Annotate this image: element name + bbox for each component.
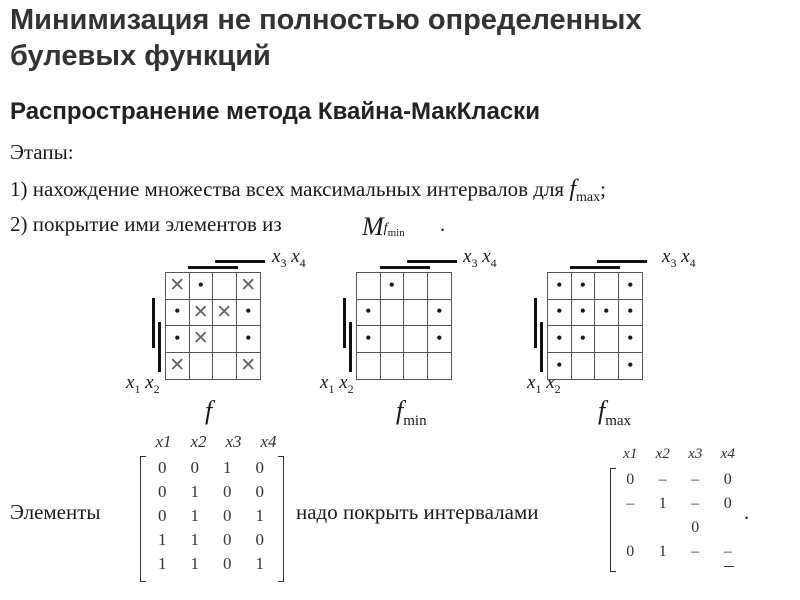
kmap-cell <box>357 273 381 300</box>
kmap-cell: • <box>619 273 643 300</box>
kmap-3-top-vars: $x_3$ $x_4$ <box>662 246 696 270</box>
matrix-cell: 1 <box>223 458 232 477</box>
step-1-text: 1) нахождение множества всех максимальных интервалов для <box>10 177 565 201</box>
kmap-cell <box>381 300 405 327</box>
kmap-cell: ✕ <box>190 326 214 353</box>
kmap-cell <box>428 273 452 300</box>
matrix-cell: 0 <box>626 543 635 560</box>
matrix-cell: 1 <box>158 554 167 573</box>
matrix-2-headers: x1 x2 x3 x4 <box>623 446 735 462</box>
matrix-cell <box>647 516 680 540</box>
step-1-f: f <box>569 176 577 202</box>
title-line-2: булевых функций <box>10 40 271 72</box>
matrix-cell: 0 <box>223 506 232 525</box>
kmap-cell <box>404 353 428 380</box>
subtitle: Распространение метода Квайна-МакКласки <box>10 98 540 125</box>
kmap-cell: • <box>381 273 405 300</box>
kmap-cell: ✕ <box>237 273 261 300</box>
bar-x2 <box>540 322 543 372</box>
kmap-cell <box>595 326 619 353</box>
matrix-2-underline <box>724 566 734 567</box>
step-2-text: 2) покрытие ими элементов из <box>10 212 282 236</box>
kmap-1-side-vars: $x_1$ $x_2$ <box>126 372 160 396</box>
matrix-cell: – <box>691 471 700 488</box>
matrix-cell: 1 <box>190 482 199 501</box>
step-2-f: f <box>383 221 388 236</box>
step-2-sub: min <box>387 226 405 239</box>
kmap-cell <box>404 300 428 327</box>
kmap-cell: ✕ <box>190 300 214 327</box>
bar-x3 <box>570 266 620 269</box>
kmap-3-label: $f_{max}$ <box>598 396 632 430</box>
bar-x1 <box>152 298 155 348</box>
kmap-cell: • <box>627 356 634 374</box>
kmap-cell: • <box>428 300 452 327</box>
bar-x1 <box>343 298 346 348</box>
matrix-cell: 0 <box>158 482 167 501</box>
matrix-cell: – <box>691 543 700 560</box>
matrix-cell: 1 <box>255 554 264 573</box>
kmap-2-top-vars: $x_3$ $x_4$ <box>463 246 497 270</box>
kmap-cell <box>572 353 596 380</box>
title-line-1: Минимизация не полностью определенных <box>10 4 642 36</box>
kmap-cell: • <box>357 326 381 353</box>
matrix-cell: 0 <box>158 506 167 525</box>
matrix-cell: – <box>723 543 732 560</box>
slide-title <box>10 2 642 74</box>
bar-x3 <box>380 266 430 269</box>
kmap-cell <box>404 326 428 353</box>
kmap-3-side-vars: $x_1$ $x_2$ <box>527 372 561 396</box>
matrix-cell: 1 <box>190 506 199 525</box>
matrix-1-body <box>146 456 276 576</box>
matrix-1-bracket-right <box>278 456 284 582</box>
matrix-cell: 1 <box>658 495 667 512</box>
kmap-cell: • <box>548 353 572 380</box>
matrix-cell: 0 <box>158 458 167 477</box>
matrix-cell: 0 <box>255 458 264 477</box>
stages-label: Этапы: <box>10 140 74 164</box>
kmap-cell <box>381 326 405 353</box>
matrix-cell: 0 <box>255 482 264 501</box>
step-1 <box>10 176 606 206</box>
kmap-cell: • <box>166 326 190 353</box>
matrix-cell: 0 <box>223 482 232 501</box>
matrix-cell: 0 <box>223 554 232 573</box>
bar-x4 <box>597 260 647 263</box>
kmap-cell: • <box>548 300 572 327</box>
kmap-cell: • <box>619 326 643 353</box>
cover-label: надо покрыть интервалами <box>296 500 539 524</box>
matrix-cell: 1 <box>658 543 667 560</box>
matrix-cell: – <box>691 495 700 512</box>
bar-x2 <box>349 322 352 372</box>
bar-x2 <box>158 322 161 372</box>
kmap-cell: • <box>572 300 596 327</box>
matrix-2-body <box>614 468 744 564</box>
step-2-formula <box>362 212 405 242</box>
bar-x3 <box>188 266 238 269</box>
step-2 <box>10 212 282 237</box>
kmap-2-label: $f_{min}$ <box>396 396 427 430</box>
matrix-cell: 1 <box>190 554 199 573</box>
kmap-cell: • <box>428 326 452 353</box>
bar-x4 <box>407 260 457 263</box>
matrix-cell: 1 <box>158 530 167 549</box>
kmap-cell: • <box>237 300 261 327</box>
matrix-cell: 0 <box>255 530 264 549</box>
kmap-1-top-vars: $x_3$ $x_4$ <box>272 246 306 270</box>
kmap-2-side-vars: $x_1$ $x_2$ <box>320 372 354 396</box>
kmap-cell <box>213 273 237 300</box>
step-2-end: . <box>440 212 446 236</box>
kmap-cell: • <box>548 326 572 353</box>
matrix-cell: 0 <box>691 519 700 536</box>
matrix-cell: 0 <box>723 471 732 488</box>
cover-end: . <box>744 500 750 524</box>
matrix-cell: 0 <box>223 530 232 549</box>
kmap-cell <box>357 353 381 380</box>
kmap-cell: • <box>237 326 261 353</box>
matrix-cell: 1 <box>255 506 264 525</box>
kmap-cell: • <box>548 273 572 300</box>
kmap-3-grid <box>547 272 643 380</box>
step-1-sub: max <box>576 190 601 206</box>
kmap-1-grid <box>165 272 261 380</box>
kmap-cell: • <box>166 300 190 327</box>
kmap-cell <box>190 353 214 380</box>
matrix-cell: 1 <box>190 530 199 549</box>
matrix-cell: 0 <box>190 458 199 477</box>
kmap-cell <box>428 353 452 380</box>
kmap-2-grid <box>356 272 452 380</box>
matrix-cell <box>712 516 745 540</box>
kmap-cell <box>595 353 619 380</box>
matrix-cell <box>614 516 647 540</box>
kmap-cell <box>404 273 428 300</box>
kmap-cell <box>595 273 619 300</box>
kmap-cell <box>213 353 237 380</box>
kmap-cell: • <box>572 273 596 300</box>
matrix-cell: – <box>626 495 635 512</box>
matrix-cell: – <box>658 471 667 488</box>
kmap-cell: ✕ <box>213 300 237 327</box>
bar-x4 <box>215 260 265 263</box>
kmap-cell <box>381 353 405 380</box>
kmap-cell: ✕ <box>166 273 190 300</box>
elements-label: Элементы <box>10 500 101 524</box>
kmap-cell: • <box>595 300 619 327</box>
matrix-1-headers: x1 x2 x3 x4 <box>155 432 277 451</box>
kmap-1-label: f <box>205 396 213 425</box>
kmap-cell: ✕ <box>240 355 257 377</box>
kmap-cell: • <box>619 300 643 327</box>
matrix-cell: 0 <box>723 495 732 512</box>
kmap-cell: • <box>572 326 596 353</box>
kmap-cell <box>213 326 237 353</box>
bar-x1 <box>534 298 537 348</box>
kmap-cell: • <box>190 273 214 300</box>
kmap-cell: • <box>357 300 381 327</box>
kmap-cell: ✕ <box>166 353 190 380</box>
step-1-end: ; <box>600 177 606 201</box>
step-2-M: M <box>362 212 384 241</box>
matrix-cell: 0 <box>626 471 635 488</box>
